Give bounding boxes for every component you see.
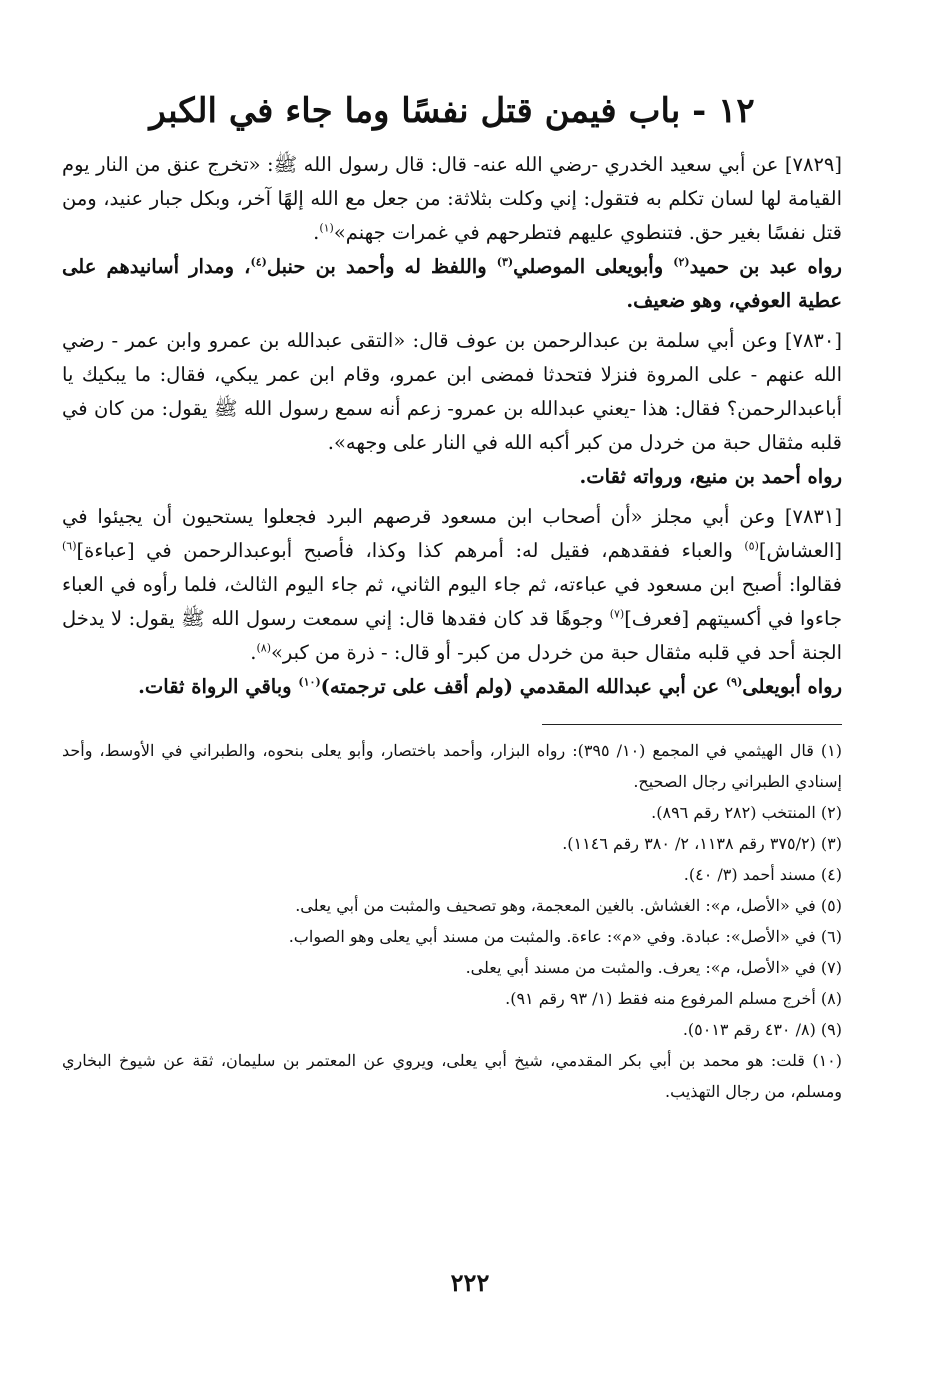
narration-text: وأبويعلى الموصلي	[513, 255, 674, 278]
narration-text: واللفظ له وأحمد بن حنبل	[266, 255, 497, 278]
footnotes-list	[62, 735, 842, 1107]
footnote-2: (٢) المنتخب (٢٨٢ رقم ٨٩٦).	[651, 803, 842, 822]
footnote-ref[interactable]: (٦)	[62, 539, 77, 553]
hadith-7831	[62, 500, 842, 670]
narration-text: رواه أبويعلى	[742, 675, 842, 698]
hadith-number: [٧٨٣١]	[784, 505, 842, 528]
hadith-7830	[62, 324, 842, 460]
footnote-divider	[542, 724, 842, 725]
hadith-text: فقالوا: أصبح ابن مسعود في عباءته، ثم جاء اليوم الثاني، ثم جاء اليوم الثالث، فلما رأوه في العباء جاءوا في أكسيتهم [فعرف]	[62, 573, 842, 630]
hadith-text-end: .	[250, 641, 257, 664]
footnote-ref[interactable]: (٢)	[673, 255, 690, 269]
narration-text: عن أبي عبدالله المقدمي (ولم أقف على ترجمته)	[320, 675, 726, 698]
footnote-7: (٧) في «الأصل، م»: يعرف. والمثبت من مسند أبي يعلى.	[465, 958, 842, 977]
footnote-ref[interactable]: (١)	[319, 221, 334, 235]
footnote-6: (٦) في «الأصل»: عبادة. وفي «م»: عاءة. والمثبت من مسند أبي يعلى وهو الصواب.	[288, 927, 842, 946]
hadith-text: والعباء ففقدهم، فقيل له: أمرهم كذا وكذا، فأصبح أبوعبدالرحمن في [عباءة]	[76, 539, 745, 562]
footnote-ref[interactable]: (٣)	[496, 255, 514, 269]
footnote-ref[interactable]: (٧)	[609, 607, 625, 621]
hadith-text: عن أبي سعيد الخدري -رضي الله عنه- قال: قال رسول الله ﷺ: «تخرج عنق من النار يوم القيامة لها لسان تكلم به فتقول: إني وكلت بثلاثة: من جعل مع الله إلهًا آخر، وبكل جبار عنيد، ومن قتل نفسًا بغير حق. فتنطوي عليهم فتطرحهم في غمرات جهنم»	[62, 153, 842, 244]
narration-7829	[62, 250, 842, 318]
footnote-10: (١٠) قلت: هو محمد بن أبي بكر المقدمي، شيخ أبي يعلى، ويروي عن المعتمر بن سليمان، ثقة عن شيوخ البخاري ومسلم، من رجال التهذيب.	[62, 1051, 842, 1101]
narration-7831	[62, 670, 842, 704]
footnote-ref[interactable]: (٤)	[250, 255, 267, 269]
narration-text: ، ومدار أسانيدهم على عطية العوفي، وهو ضعيف.	[62, 255, 842, 312]
hadith-text: وعن أبي مجلز «أن أصحاب ابن مسعود قرصهم البرد فجعلوا يستحيون أن يجيئوا في [العشاش]	[62, 505, 842, 562]
hadith-text: وعن أبي سلمة بن عبدالرحمن بن عوف قال: «التقى عبدالله بن عمرو وابن عمر - رضي الله عنهم - على المروة فنزلا فتحدثا فمضى ابن عمرو، وقام ابن عمر يبكي، فقال: ما يبكيك يا أباعبدالرحمن؟ فقال: هذا -يعني عبدالله بن عمرو- زعم أنه سمع رسول الله ﷺ يقول: من كان في قلبه مثقال حبة من خردل من كبر أكبه الله في النار على وجهه».	[62, 329, 842, 454]
footnote-1: (١) قال الهيثمي في المجمع (١٠/ ٣٩٥): رواه البزار، وأحمد باختصار، وأبو يعلى بنحوه، والطبراني في الأوسط، وأحد إسنادي الطبراني رجال الصحيح.	[62, 741, 843, 791]
narration-7830: رواه أحمد بن منيع، ورواته ثقات.	[579, 465, 842, 488]
narration-text: وباقي الرواة ثقات.	[138, 675, 299, 698]
narration-text: رواه عبد بن حميد	[689, 255, 842, 278]
footnote-ref[interactable]: (٨)	[256, 641, 271, 655]
footnote-4: (٤) مسند أحمد (٣/ ٤٠).	[683, 865, 842, 884]
footnote-ref[interactable]: (١٠)	[298, 675, 321, 689]
footnote-5: (٥) في «الأصل، م»: الغشاش. بالغين المعجمة، وهو تصحيف والمثبت من أبي يعلى.	[295, 896, 842, 915]
footnote-3: (٣) (٣٧٥/٢ رقم ١١٣٨، ٢/ ٣٨٠ رقم ١١٤٦).	[562, 834, 842, 853]
chapter-title: ١٢ - باب فيمن قتل نفسًا وما جاء في الكبر	[149, 91, 755, 131]
footnote-ref[interactable]: (٩)	[725, 675, 743, 689]
hadith-7829	[62, 148, 842, 250]
hadith-text-end: .	[313, 221, 320, 244]
hadith-number: [٧٨٣٠]	[784, 329, 842, 352]
footnote-9: (٩) (٨/ ٤٣٠ رقم ٥٠١٣).	[682, 1020, 842, 1039]
hadith-text: وجوهًا قد كان فقدها قال: إني سمعت رسول الله ﷺ يقول: لا يدخل الجنة أحد في قلبه مثقال حبة من خردل من كبر- أو قال: - ذرة من كبر»	[62, 607, 842, 664]
footnote-ref[interactable]: (٥)	[744, 539, 759, 553]
page-number: ٢٢٢	[450, 1268, 490, 1297]
page-body	[62, 88, 842, 1107]
hadith-number: [٧٨٢٩]	[784, 153, 843, 176]
footnote-8: (٨) أخرج مسلم المرفوع منه فقط (١/ ٩٣ رقم ٩١).	[505, 989, 842, 1008]
